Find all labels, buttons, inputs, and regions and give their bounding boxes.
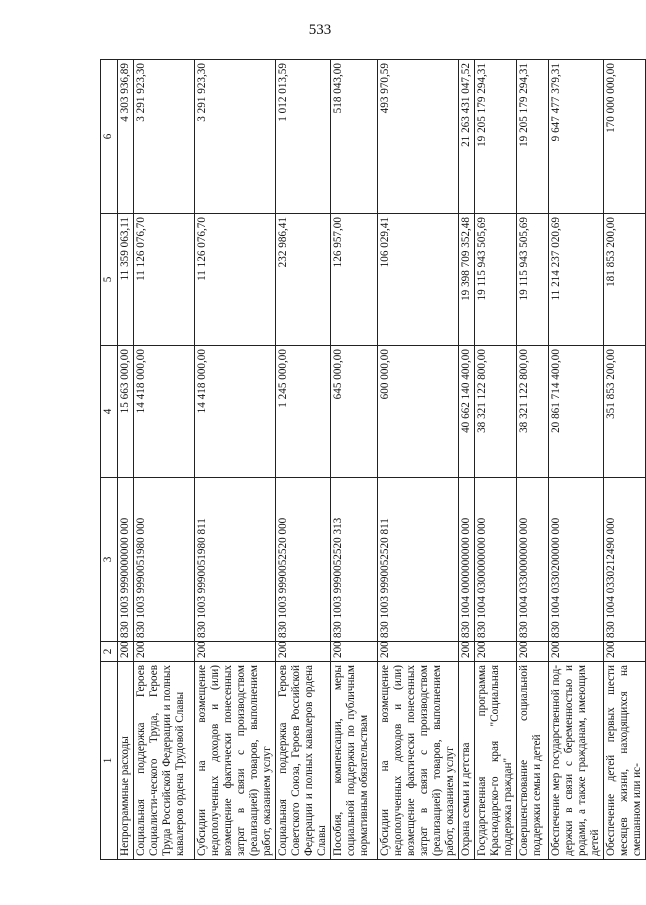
row-code-cell: 830 1003 9990052520 313 bbox=[331, 478, 378, 642]
row-name-cell: Пособия, компенсации, меры социальной поддержки по публичным нормативным обязательствам bbox=[331, 662, 378, 860]
row-col2-cell: 200 bbox=[195, 642, 276, 662]
row-amount-executed-cell: 19 398 709 352,48 bbox=[459, 214, 475, 346]
row-code-cell: 830 1003 9990052520 811 bbox=[378, 478, 459, 642]
row-amount-plan-cell: 38 321 122 800,00 bbox=[475, 346, 517, 478]
row-amount-plan-cell: 15 663 000,00 bbox=[118, 346, 134, 478]
table-row bbox=[195, 60, 276, 860]
row-amount-executed-cell: 19 115 943 505,69 bbox=[475, 214, 517, 346]
table-row bbox=[517, 60, 549, 860]
row-col2-cell: 200 bbox=[331, 642, 378, 662]
row-code-cell: 830 1003 9990000000 000 bbox=[118, 478, 134, 642]
row-amount-remainder-cell: 19 205 179 294,31 bbox=[517, 60, 549, 214]
row-col2-cell: 200 bbox=[118, 642, 134, 662]
row-amount-plan-cell: 1 245 000,00 bbox=[276, 346, 331, 478]
row-code-cell: 830 1003 9990052520 000 bbox=[276, 478, 331, 642]
header-cell: 3 bbox=[101, 478, 118, 642]
row-col2-cell: 200 bbox=[475, 642, 517, 662]
row-amount-executed-cell: 11 126 076,70 bbox=[134, 214, 195, 346]
row-amount-remainder-cell: 170 000 000,00 bbox=[604, 60, 646, 214]
row-name-cell: Субсидии на возмещение недополученных доходов и (или) возмещение фактически понесенных затрат в связи с производством (реализацией) товаров, выполнением работ, оказанием услуг bbox=[195, 662, 276, 860]
row-code-cell: 830 1004 0300000000 000 bbox=[475, 478, 517, 642]
table-row bbox=[475, 60, 517, 860]
row-amount-remainder-cell: 3 291 923,30 bbox=[195, 60, 276, 214]
rotated-table-area bbox=[100, 60, 643, 860]
row-name-cell: Охрана семьи и детства bbox=[459, 662, 475, 860]
row-col2-cell: 200 bbox=[134, 642, 195, 662]
row-amount-plan-cell: 40 662 140 400,00 bbox=[459, 346, 475, 478]
table-row bbox=[134, 60, 195, 860]
budget-table bbox=[100, 59, 646, 860]
table-row bbox=[276, 60, 331, 860]
row-code-cell: 830 1004 0330000000 000 bbox=[517, 478, 549, 642]
row-col2-cell: 200 bbox=[276, 642, 331, 662]
row-amount-executed-cell: 11 126 076,70 bbox=[195, 214, 276, 346]
table-row bbox=[331, 60, 378, 860]
row-name-cell: Государственная программа Краснодарско-го края "Социальная поддержка граждан" bbox=[475, 662, 517, 860]
table-row bbox=[118, 60, 134, 860]
row-amount-remainder-cell: 21 263 431 047,52 bbox=[459, 60, 475, 214]
row-amount-remainder-cell: 3 291 923,30 bbox=[134, 60, 195, 214]
row-col2-cell: 200 bbox=[517, 642, 549, 662]
row-col2-cell: 200 bbox=[459, 642, 475, 662]
table-row bbox=[378, 60, 459, 860]
row-amount-plan-cell: 645 000,00 bbox=[331, 346, 378, 478]
row-code-cell: 830 1003 9990051980 811 bbox=[195, 478, 276, 642]
row-amount-executed-cell: 19 115 943 505,69 bbox=[517, 214, 549, 346]
header-cell: 1 bbox=[101, 662, 118, 860]
row-amount-executed-cell: 11 214 237 020,69 bbox=[549, 214, 604, 346]
row-col2-cell: 200 bbox=[549, 642, 604, 662]
row-amount-executed-cell: 232 986,41 bbox=[276, 214, 331, 346]
row-name-cell: Обеспечение мер государственной под-держки в связи с беременностью и родами, а также гражданам, имеющим детей bbox=[549, 662, 604, 860]
table-header-row bbox=[101, 60, 118, 860]
row-amount-plan-cell: 14 418 000,00 bbox=[195, 346, 276, 478]
row-amount-executed-cell: 11 359 063,11 bbox=[118, 214, 134, 346]
row-amount-plan-cell: 14 418 000,00 bbox=[134, 346, 195, 478]
header-cell: 6 bbox=[101, 60, 118, 214]
row-amount-executed-cell: 106 029,41 bbox=[378, 214, 459, 346]
row-amount-remainder-cell: 4 303 936,89 bbox=[118, 60, 134, 214]
row-col2-cell: 200 bbox=[604, 642, 646, 662]
row-amount-remainder-cell: 493 970,59 bbox=[378, 60, 459, 214]
row-amount-executed-cell: 126 957,00 bbox=[331, 214, 378, 346]
row-amount-remainder-cell: 1 012 013,59 bbox=[276, 60, 331, 214]
table-row bbox=[604, 60, 646, 860]
row-name-cell: Непрограммные расходы bbox=[118, 662, 134, 860]
header-cell: 5 bbox=[101, 214, 118, 346]
row-code-cell: 830 1004 0330200000 000 bbox=[549, 478, 604, 642]
table-row bbox=[549, 60, 604, 860]
row-amount-plan-cell: 38 321 122 800,00 bbox=[517, 346, 549, 478]
row-name-cell: Субсидии на возмещение недополученных доходов и (или) возмещение фактически понесенных затрат в связи с производством (реализацией) товаров, выполнением работ, оказанием услуг bbox=[378, 662, 459, 860]
header-cell: 4 bbox=[101, 346, 118, 478]
row-code-cell: 830 1004 0000000000 000 bbox=[459, 478, 475, 642]
row-amount-plan-cell: 20 861 714 400,00 bbox=[549, 346, 604, 478]
page-number: 533 bbox=[308, 22, 332, 38]
row-amount-plan-cell: 600 000,00 bbox=[378, 346, 459, 478]
table-row bbox=[459, 60, 475, 860]
row-code-cell: 830 1004 0330212490 000 bbox=[604, 478, 646, 642]
row-amount-remainder-cell: 518 043,00 bbox=[331, 60, 378, 214]
row-col2-cell: 200 bbox=[378, 642, 459, 662]
row-amount-remainder-cell: 19 205 179 294,31 bbox=[475, 60, 517, 214]
row-name-cell: Обеспечение детей первых шести месяцев жизни, находящихся на смешанном или ис- bbox=[604, 662, 646, 860]
rotated-table-container bbox=[100, 60, 643, 860]
row-amount-plan-cell: 351 853 200,00 bbox=[604, 346, 646, 478]
row-name-cell: Социальная поддержка Героев Социалисти-ческого Труда, Героев Труда Российской Федерации и полных кавалеров ордена Трудовой Славы bbox=[134, 662, 195, 860]
row-amount-executed-cell: 181 853 200,00 bbox=[604, 214, 646, 346]
row-code-cell: 830 1003 9990051980 000 bbox=[134, 478, 195, 642]
row-name-cell: Социальная поддержка Героев Советского Союза, Героев Российской Федерации и полных кавалеров ордена Славы bbox=[276, 662, 331, 860]
header-cell: 2 bbox=[101, 642, 118, 662]
row-name-cell: Совершенствование социальной поддержки семьи и детей bbox=[517, 662, 549, 860]
row-amount-remainder-cell: 9 647 477 379,31 bbox=[549, 60, 604, 214]
